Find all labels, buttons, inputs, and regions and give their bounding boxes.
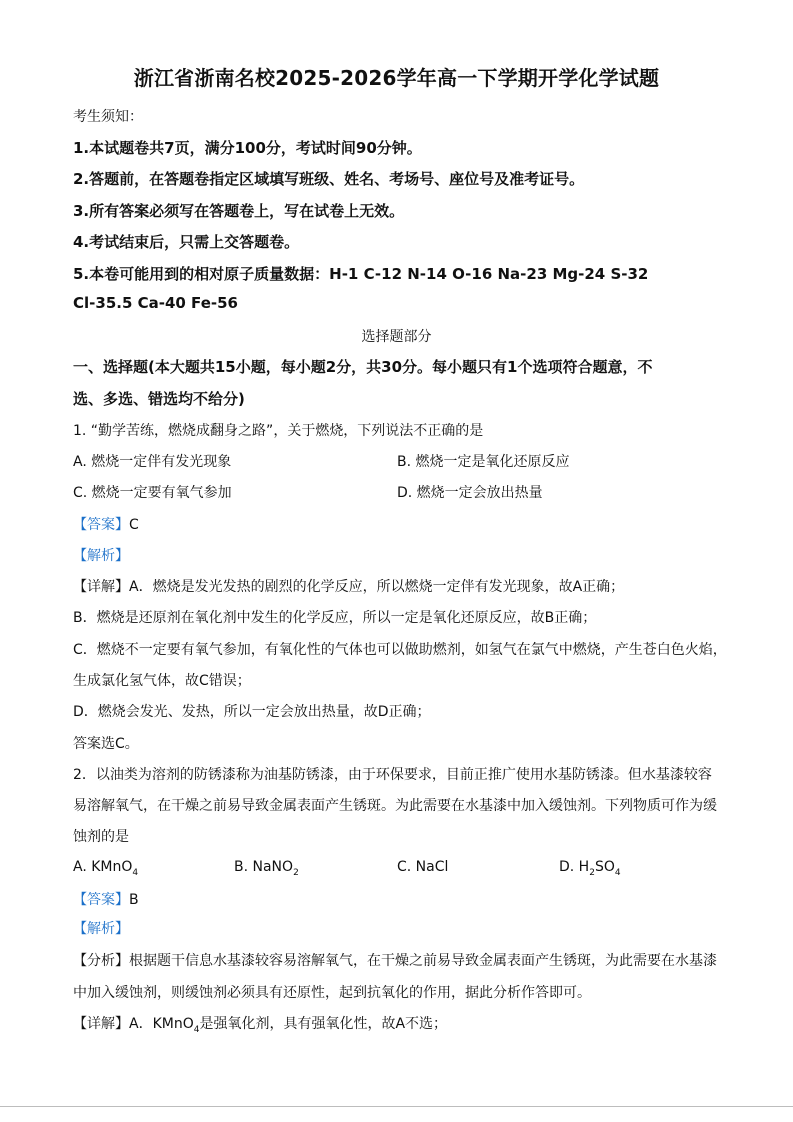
section-title: 选择题部分 <box>361 329 432 345</box>
q2-stem-1: 2．以油类为溶剂的防锈漆称为油基防锈漆，由于环保要求，目前正推广使用水基防锈漆。但水基漆较容 <box>73 767 712 783</box>
q1-detail-2: B．燃烧是还原剂在氧化剂中发生的化学反应，所以一定是氧化还原反应，故B正确； <box>73 610 597 626</box>
q2-analysis-2: 中加入缓蚀剂，则缓蚀剂必须具有还原性，起到抗氧化的作用，据此分析作答即可。 <box>73 985 591 1001</box>
notice-item-3: 3.所有答案必须写在答题卷上，写在试卷上无效。 <box>73 202 405 220</box>
answer-tag: 【答案】 <box>73 517 129 533</box>
footer-divider <box>0 1106 793 1107</box>
q2-answer <box>73 889 723 909</box>
q2-stem-2: 易溶解氧气，在干燥之前易导致金属表面产生锈斑。为此需要在水基漆中加入缓蚀剂。下列物质可作为缓 <box>73 798 717 814</box>
page-title: 浙江省浙南名校2025-2026学年高一下学期开学化学试题 <box>133 66 660 90</box>
q1-detail-4: 生成氯化氢气体，故C错误； <box>73 673 251 689</box>
notice-item-5-cont: Cl-35.5 Ca-40 Fe-56 <box>73 294 238 312</box>
notice-item-2: 2.答题前，在答题卷指定区域填写班级、姓名、考场号、座位号及准考证号。 <box>73 170 585 188</box>
notice-item-4: 4.考试结束后，只需上交答题卷。 <box>73 233 300 251</box>
answer-value: C <box>129 517 139 533</box>
answer-value: B <box>129 892 139 908</box>
q1-detail-3: C．燃烧不一定要有氧气参加，有氧化性的气体也可以做助燃剂，如氢气在氯气中燃烧，产生苍白色火焰， <box>73 642 727 658</box>
answer-tag: 【答案】 <box>73 892 129 908</box>
q1-detail-1: 【详解】A．燃烧是发光发热的剧烈的化学反应，所以燃烧一定伴有发光现象，故A正确； <box>73 579 625 595</box>
notice-item-1: 1.本试题卷共7页，满分100分，考试时间90分钟。 <box>73 139 422 157</box>
q2-stem-3: 蚀剂的是 <box>73 829 129 845</box>
q1-stem: 1. “勤学苦练，燃烧成翻身之路”，关于燃烧，下列说法不正确的是 <box>73 423 484 439</box>
part-heading-line-1: 一、选择题(本大题共15小题，每小题2分，共30分。每小题只有1个选项符合题意，不 <box>73 358 653 376</box>
q1-option-d: D. 燃烧一定会放出热量 <box>397 485 543 501</box>
q2-analysis-1: 【分析】根据题干信息水基漆较容易溶解氧气，在干燥之前易导致金属表面产生锈斑，为此需要在水基漆 <box>73 953 717 969</box>
q1-detail-5: D．燃烧会发光、发热，所以一定会放出热量，故D正确； <box>73 704 431 720</box>
q1-analysis-tag: 【解析】 <box>73 548 129 564</box>
q1-detail-6: 答案选C。 <box>73 736 139 752</box>
q1-option-b: B. 燃烧一定是氧化还原反应 <box>397 454 570 470</box>
q2-analysis-tag: 【解析】 <box>73 921 129 937</box>
q1-option-a: A. 燃烧一定伴有发光现象 <box>73 454 232 470</box>
q2-option-a: A. KMnO$_4$ <box>73 859 139 878</box>
notice-heading: 考生须知： <box>73 109 143 125</box>
q2-detail-a: 【详解】A．KMnO$_4$是强氧化剂，具有强氧化性，故A不选； <box>73 1016 448 1035</box>
part-heading-line-2: 选、多选、错选均不给分) <box>73 390 245 408</box>
q1-answer <box>73 514 723 534</box>
q2-option-d: D. $H_2SO_4$ <box>559 859 621 878</box>
q1-option-c: C. 燃烧一定要有氧气参加 <box>73 485 232 501</box>
q2-option-c: C. NaCl <box>397 859 449 875</box>
notice-item-5: 5.本卷可能用到的相对原子质量数据：H-1 C-12 N-14 O-16 Na-23 Mg-24 S-32 <box>73 265 649 283</box>
q2-option-b: B. NaNO$_2$ <box>234 859 299 878</box>
